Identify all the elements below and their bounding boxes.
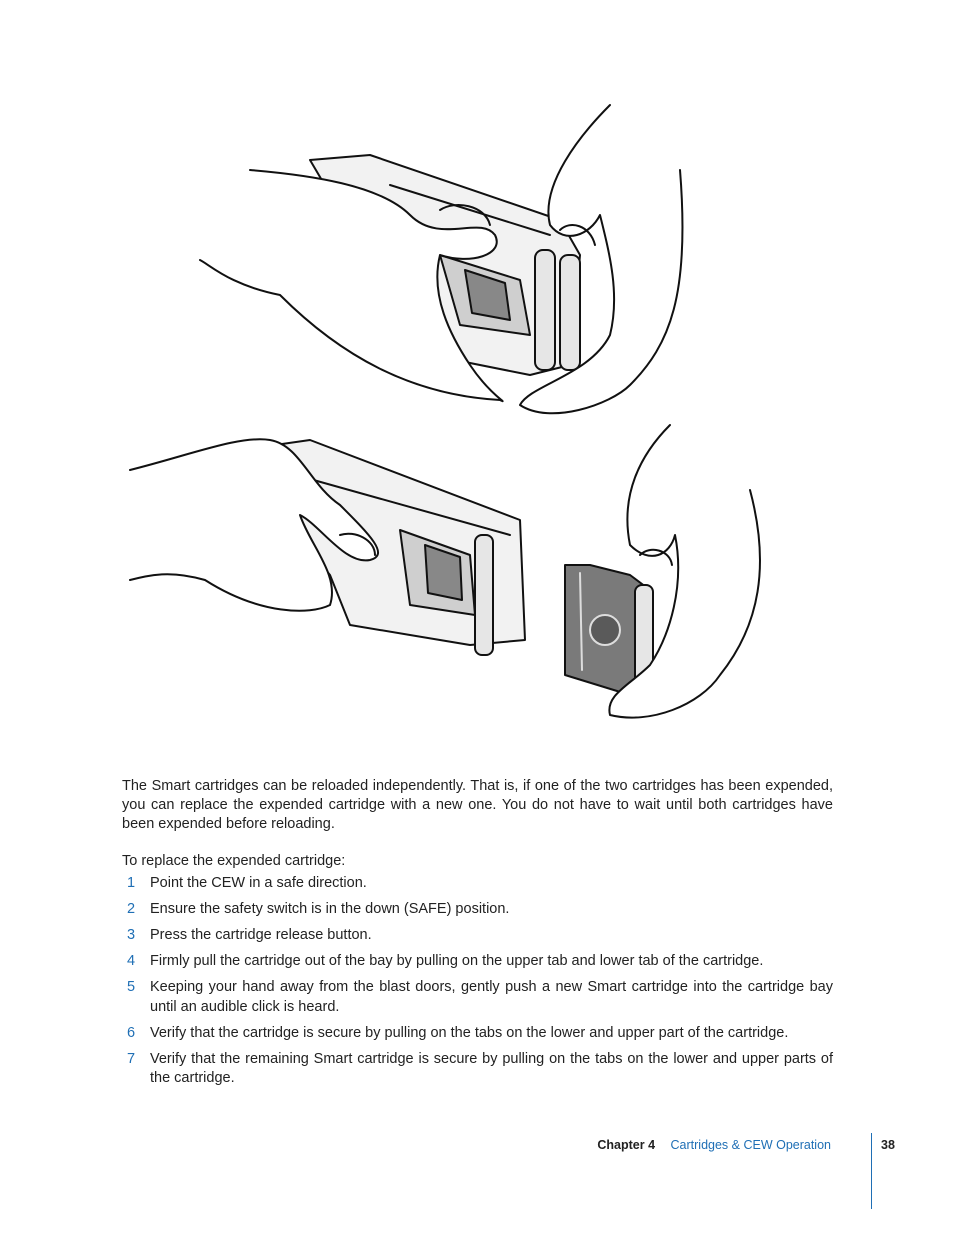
step-number: 4	[127, 953, 136, 969]
step-number: 6	[127, 1024, 136, 1041]
procedure-steps-list	[122, 874, 833, 1095]
step-text: Verify that the remaining Smart cartridge is secure by pulling on the tabs on the lower and upper parts of the cartridge.	[150, 1050, 833, 1086]
procedure-step	[122, 1050, 833, 1089]
intro-paragraph: The Smart cartridges can be reloaded independently. That is, if one of the two cartridges has been expended, you can replace the expended cartridge with a new one. You do not have to wait until both cartridges have been expended before reloading.	[122, 777, 833, 832]
step-number: 7	[127, 1050, 136, 1067]
step-text: Press the cartridge release button.	[150, 927, 372, 943]
page-number: 38	[881, 1138, 895, 1152]
lower-device-figure	[130, 425, 760, 718]
procedure-step	[122, 900, 833, 920]
procedure-step	[122, 952, 833, 972]
procedure-step	[122, 874, 833, 894]
footer-chapter-label: Chapter 4	[597, 1138, 656, 1152]
footer-divider	[871, 1133, 872, 1209]
step-number: 1	[127, 875, 136, 891]
lead-in-text: To replace the expended cartridge:	[122, 852, 346, 869]
page-footer	[597, 1138, 831, 1152]
step-text: Verify that the cartridge is secure by pulling on the tabs on the lower and upper part of the cartridge.	[150, 1024, 789, 1041]
step-text: Ensure the safety switch is in the down (SAFE) position.	[150, 901, 510, 917]
step-text: Keeping your hand away from the blast doors, gently push a new Smart cartridge into the cartridge bay until an audible click is heard.	[150, 979, 833, 1015]
step-text: Firmly pull the cartridge out of the bay by pulling on the upper tab and lower tab of the cartridge.	[150, 953, 764, 969]
step-text: Point the CEW in a safe direction.	[150, 875, 367, 891]
step-number: 2	[127, 901, 136, 917]
footer-chapter-title: Cartridges & CEW Operation	[670, 1138, 831, 1152]
procedure-step	[122, 926, 833, 946]
cartridge-replacement-illustration	[110, 95, 850, 745]
upper-device-figure	[200, 105, 683, 413]
procedure-step	[122, 978, 833, 1017]
step-number: 5	[127, 979, 136, 995]
step-number: 3	[127, 927, 136, 943]
procedure-step	[122, 1024, 833, 1044]
